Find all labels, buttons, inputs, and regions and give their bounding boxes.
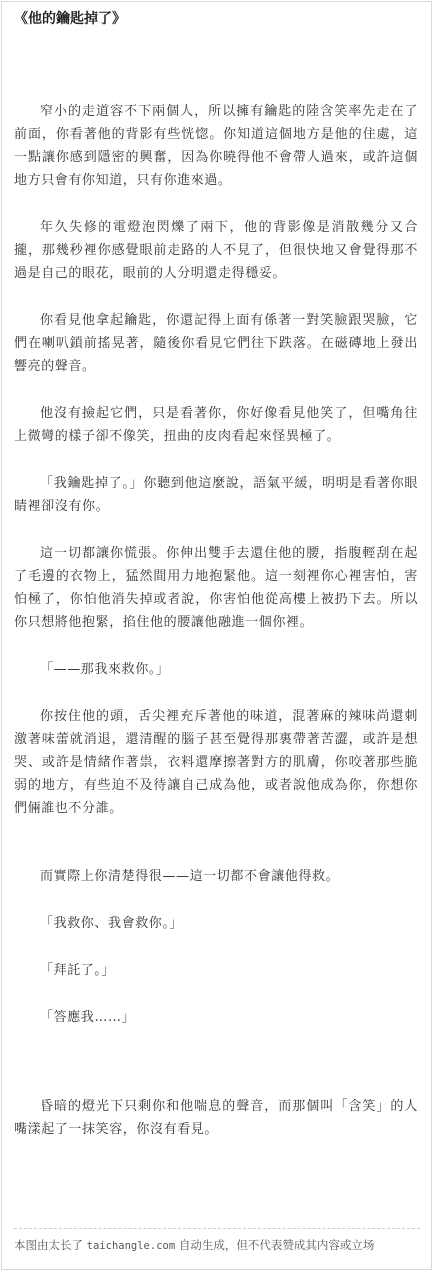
paragraph-spacer bbox=[14, 820, 418, 865]
paragraph: 他沒有撿起它們，只是看著你，你好像看見他笑了，但嘴角往上微彎的樣子卻不像笑，扭曲的皮肉看起來怪異極了。 bbox=[14, 406, 418, 444]
paragraph-spacer bbox=[14, 982, 418, 1006]
paragraph-spacer bbox=[14, 681, 418, 705]
article-title: 《他的鑰匙掉了》 bbox=[14, 11, 126, 27]
paragraph-spacer bbox=[14, 192, 418, 216]
paragraph: 窄小的走道容不下兩個人，所以擁有鑰匙的陸含笑率先走在了前面，你看著他的背影有些恍惚。你知道這個地方是他的住處，這一點讓你感到隱密的興奮，因為你曉得他不會帶人過來，或許這個地方只會有你知道，只有你進來過。 bbox=[14, 104, 418, 188]
paragraph: 你看見他拿起鑰匙，你還記得上面有係著一對笑臉跟哭臉，它們在喇叭鎖前搖晃著，隨後你看見它們往下跌落。在磁磚地上發出響亮的聲音。 bbox=[14, 313, 418, 374]
dialogue-line: 「我救你、我會救你。」 bbox=[40, 916, 184, 931]
paragraph: 昏暗的燈光下只剩你和他喘息的聲音，而那個叫「含笑」的人嘴漾起了一抹笑容，你沒有看見。 bbox=[14, 1099, 418, 1137]
paragraph-spacer bbox=[14, 935, 418, 959]
footer-site: taichangle.com bbox=[86, 1240, 176, 1252]
dialogue-line: 「——那我來救你。」 bbox=[40, 662, 170, 677]
article-body bbox=[14, 100, 418, 1141]
paragraph: 「我鑰匙掉了。」你聽到他這麼說，語氣平緩，明明是看著你眼睛裡卻沒有你。 bbox=[14, 476, 418, 514]
dialogue-line: 「答應我……」 bbox=[40, 1010, 136, 1025]
footer-suffix: 自动生成，但不代表赞成其内容或立场 bbox=[178, 1238, 375, 1252]
paragraph-spacer bbox=[14, 888, 418, 912]
paragraph: 而實際上你清楚得很——這一切都不會讓他得救。 bbox=[40, 869, 340, 884]
footer-prefix: 本图由太长了 bbox=[14, 1238, 83, 1252]
paragraph-spacer bbox=[14, 518, 418, 542]
footer-note bbox=[14, 1236, 374, 1255]
paragraph: 這一切都讓你慌張。你伸出雙手去還住他的腰，指腹輕刮在起了毛邊的衣物上，猛然間用力地抱緊他。這一刻裡你心裡害怕，害怕極了，你怕他消失掉或者說，你害怕他從高樓上被扔下去。所以你只想將他抱緊，掐住他的腰讓他融進一個你裡。 bbox=[14, 546, 418, 630]
paragraph-spacer bbox=[14, 634, 418, 658]
paragraph-spacer bbox=[14, 448, 418, 472]
paragraph-spacer bbox=[14, 285, 418, 309]
footer-divider bbox=[14, 1228, 420, 1229]
dialogue-line: 「拜託了。」 bbox=[40, 963, 116, 978]
paragraph: 你按住他的頭，舌尖裡充斥著他的味道，混著麻的辣味尚還刺激著味蕾就消退，還清醒的腦子甚至覺得那裏帶著苦澀，或許是想哭、或許是情緒作著祟，衣料還摩擦著對方的肌膚，你咬著那些脆弱的地方，有些迫不及待讓自己成為他，或者說他成為你，你想你們倆誰也不分誰。 bbox=[14, 709, 418, 816]
paragraph-spacer bbox=[14, 378, 418, 402]
paragraph-spacer bbox=[14, 1029, 418, 1095]
paragraph: 年久失修的電燈泡閃爍了兩下，他的背影像是消散幾分又合攏，那幾秒裡你感覺眼前走路的人不見了，但很快地又會覺得那不過是自己的眼花，眼前的人分明還走得穩妥。 bbox=[14, 220, 418, 281]
